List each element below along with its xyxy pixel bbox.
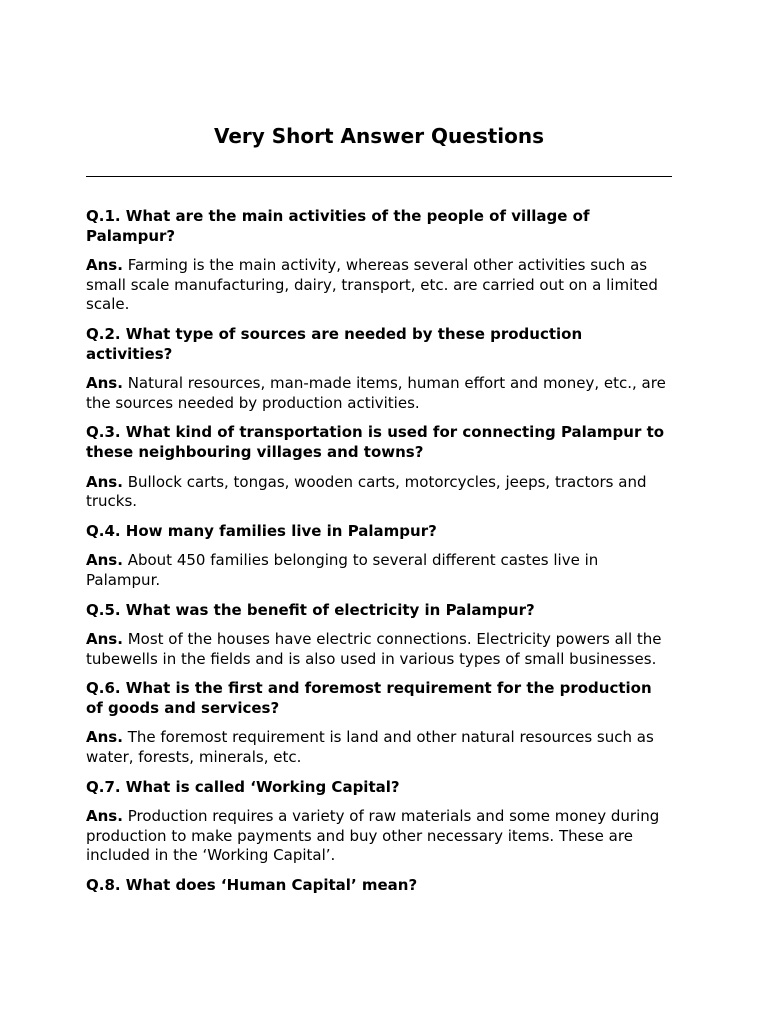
question-5: Q.5. What was the benefit of electricity in Palampur?: [86, 600, 535, 619]
answer-5: [86, 630, 672, 669]
answer-label: Ans.: [86, 472, 123, 491]
question-2: Q.2. What type of sources are needed by these production activities?: [86, 324, 583, 363]
qa-list: [86, 207, 672, 896]
title-divider: [86, 176, 672, 177]
qa-item-3: [86, 423, 672, 511]
answer-label: Ans.: [86, 728, 123, 747]
document-page: [86, 0, 672, 896]
answer-2: [86, 374, 672, 413]
page-title: Very Short Answer Questions: [213, 124, 545, 148]
qa-item-1: [86, 207, 672, 315]
answer-label: Ans.: [86, 807, 123, 826]
answer-4: [86, 551, 672, 590]
qa-item-4: [86, 522, 672, 591]
answer-label: Ans.: [86, 551, 123, 570]
answer-3: [86, 473, 672, 512]
question-1: Q.1. What are the main activities of the people of village of Palampur?: [86, 207, 590, 245]
answer-4-text: About 450 families belonging to several different castes live in Palampur.: [86, 551, 599, 589]
answer-5-text: Most of the houses have electric connections. Electricity powers all the tubewells in the fields and is also used in various types of small businesses.: [86, 630, 662, 668]
answer-label: Ans.: [86, 630, 123, 649]
qa-item-2: [86, 325, 672, 413]
answer-label: Ans.: [86, 374, 123, 393]
question-3: Q.3. What kind of transportation is used for connecting Palampur to these neighbouring villages and towns?: [86, 423, 665, 461]
answer-6: [86, 728, 672, 767]
question-7: Q.7. What is called ‘Working Capital?: [86, 777, 400, 796]
answer-2-text: Natural resources, man-made items, human effort and money, etc., are the sources needed by production activities.: [86, 374, 666, 412]
question-6: Q.6. What is the first and foremost requirement for the production of goods and services?: [86, 679, 652, 717]
qa-item-8: [86, 876, 672, 896]
answer-7-text: Production requires a variety of raw materials and some money during production to make payments and buy other necessary items. These are included in the ‘Working Capital’.: [86, 807, 660, 865]
question-8: Q.8. What does ‘Human Capital’ mean?: [86, 876, 418, 895]
answer-6-text: The foremost requirement is land and other natural resources such as water, forests, minerals, etc.: [86, 728, 654, 767]
answer-label: Ans.: [86, 256, 123, 275]
qa-item-7: [86, 778, 672, 866]
qa-item-6: [86, 679, 672, 767]
qa-item-5: [86, 601, 672, 670]
answer-3-text: Bullock carts, tongas, wooden carts, motorcycles, jeeps, tractors and trucks.: [86, 472, 647, 511]
question-4: Q.4. How many families live in Palampur?: [86, 521, 437, 540]
answer-1-text: Farming is the main activity, whereas several other activities such as small scale manufacturing, dairy, transport, etc. are carried out on a limited scale.: [86, 256, 658, 314]
answer-7: [86, 807, 672, 866]
answer-1: [86, 256, 672, 315]
